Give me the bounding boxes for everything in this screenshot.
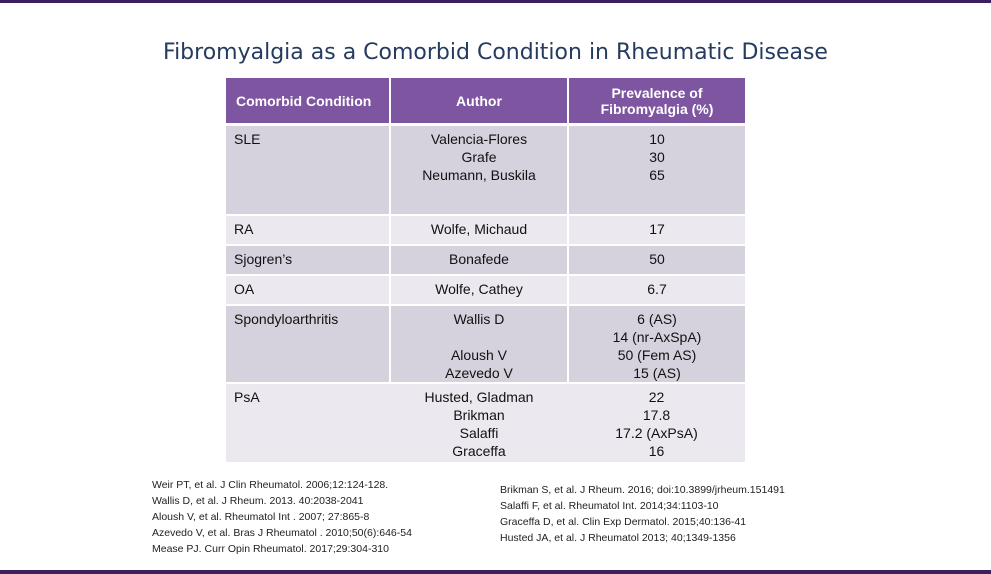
value-line: 30 [649, 149, 665, 165]
author-line: Grafe [461, 149, 497, 165]
table-row [226, 275, 745, 305]
value-cell [568, 383, 745, 463]
value-cell [568, 305, 745, 383]
author-line: Graceffa [452, 442, 506, 459]
condition-cell: PsA [226, 383, 390, 463]
table-row [226, 125, 745, 215]
reference-item: Azevedo V, et al. Bras J Rheumatol . 2010;50(6):646-54 [152, 527, 412, 539]
reference-item: Weir PT, et al. J Clin Rheumatol. 2006;12:124-128. [152, 479, 389, 491]
reference-item: Salaffi F, et al. Rheumatol Int. 2014;34:1103-10 [500, 500, 719, 512]
author-line: Salaffi [459, 424, 499, 441]
reference-item: Graceffa D, et al. Clin Exp Dermatol. 2015;40:136-41 [500, 516, 747, 528]
value-line: 50 (Fem AS) [617, 346, 697, 363]
value-cell [568, 125, 745, 215]
value-line: 6 (AS) [637, 310, 677, 327]
table-row [226, 245, 745, 275]
header-prevalence-line-1: Prevalence of [611, 84, 703, 101]
author-cell [390, 215, 568, 245]
table-row [226, 215, 745, 245]
value-line: 50 [649, 250, 665, 267]
value-cell [568, 215, 745, 245]
header-condition: Comorbid Condition [226, 78, 390, 125]
reference-item: Aloush V, et al. Rheumatol Int . 2007; 27:865-8 [152, 511, 370, 523]
value-line: 17.8 [642, 406, 671, 423]
author-line: Bonafede [449, 250, 509, 267]
value-line: 65 [649, 167, 665, 183]
bottom-border [0, 570, 991, 574]
author-line: Wolfe, Michaud [430, 220, 528, 237]
author-cell [390, 275, 568, 305]
author-line: Wolfe, Cathey [435, 280, 523, 297]
table-header-row [226, 78, 745, 125]
reference-item: Husted JA, et al. J Rheumatol 2013; 40;1349-1356 [500, 532, 736, 544]
author-line: Azevedo V [445, 364, 513, 381]
condition-cell: RA [226, 215, 390, 245]
header-prevalence [568, 78, 745, 125]
value-line: 14 (nr-AxSpA) [612, 328, 702, 345]
value-cell [568, 275, 745, 305]
prevalence-table [226, 78, 745, 464]
author-cell [390, 245, 568, 275]
author-line: Wallis D [453, 310, 505, 327]
value-cell [568, 245, 745, 275]
top-border [0, 0, 991, 3]
header-prevalence-line-2: Fibromyalgia (%) [600, 100, 714, 117]
table-row [226, 383, 745, 463]
value-line: 10 [649, 131, 665, 147]
condition-cell: Spondyloarthritis [226, 305, 390, 383]
header-author: Author [390, 78, 568, 125]
references-left [152, 477, 412, 557]
reference-item: Mease PJ. Curr Opin Rheumatol. 2017;29:304-310 [152, 543, 389, 555]
condition-cell: Sjogren’s [226, 245, 390, 275]
author-line: Husted, Gladman [424, 388, 534, 405]
author-line: Brikman [453, 406, 505, 423]
value-line: 6.7 [647, 280, 667, 297]
references-right [500, 482, 785, 546]
value-line: 17.2 (AxPsA) [615, 424, 698, 441]
value-line: 15 (AS) [633, 364, 681, 381]
slide-title: Fibromyalgia as a Comorbid Condition in Rheumatic Disease [163, 40, 828, 65]
author-cell [390, 125, 568, 215]
value-line: 22 [648, 388, 665, 405]
condition-cell: OA [226, 275, 390, 305]
author-line: Aloush V [450, 346, 508, 363]
reference-item: Brikman S, et al. J Rheum. 2016; doi:10.3899/jrheum.151491 [500, 484, 785, 496]
condition-cell: SLE [226, 125, 390, 215]
author-cell [390, 305, 568, 383]
author-cell [390, 383, 568, 463]
author-line: Neumann, Buskila [422, 167, 536, 183]
reference-item: Wallis D, et al. J Rheum. 2013. 40:2038-2041 [152, 495, 364, 507]
table-row [226, 305, 745, 383]
value-line: 16 [648, 442, 665, 459]
author-line: Valencia-Flores [430, 131, 528, 147]
value-line: 17 [649, 220, 665, 237]
author-line [397, 328, 561, 346]
